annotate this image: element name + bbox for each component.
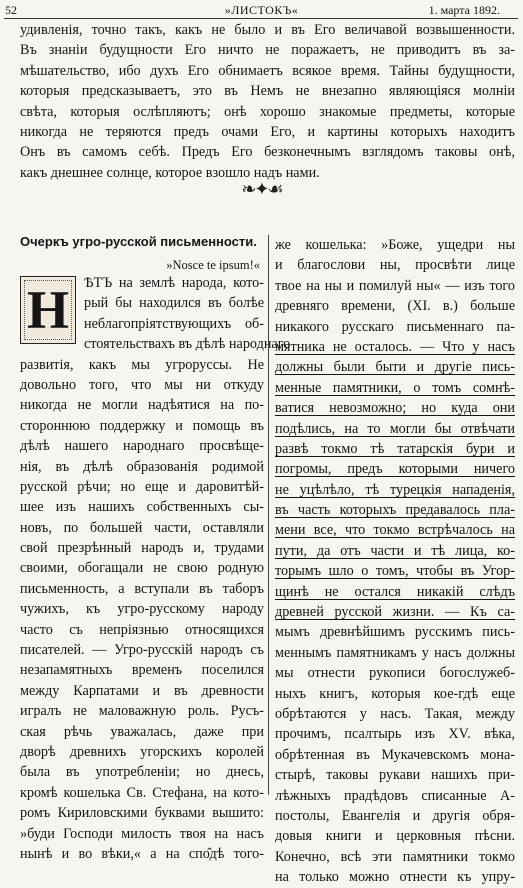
left-text-line: »буди Господи милость твоя на насъ: [20, 825, 264, 842]
right-text-line: мымъ древнѣйшимъ русскимъ пись-: [275, 624, 515, 641]
right-text-line: мени все, что токмо встрѣчалось на: [275, 522, 515, 539]
drop-cap-initial: [20, 276, 76, 344]
right-text-line: ватися невозможно; но куда они: [275, 400, 515, 417]
left-text-line: своими, обогащали не свою родную: [20, 560, 264, 577]
article-left-column: [20, 231, 291, 862]
left-text-line: дѣлѣ нашего народнаго просвѣще-: [20, 438, 264, 455]
left-text-line: игралъ не маловажную роль. Русъ-: [20, 703, 264, 720]
article-right-column: [275, 235, 515, 888]
left-text-line: писателей. — Угро-русскій народъ съ: [20, 642, 264, 659]
left-text-line: ская рѣчь уважалась, даже при: [20, 723, 264, 740]
left-text-line: ромъ Кириловскими буквами вышито:: [20, 805, 264, 822]
right-text-line: меннымъ памятникамъ у насъ должны: [275, 644, 515, 661]
left-text-line: между Карпатами и въ древности: [20, 682, 264, 699]
right-text-line: твое на ны и помилуй ны« — изъ того: [275, 277, 515, 294]
page-number: 52: [5, 3, 17, 17]
intro-line: Въ знаніи будущности Его ничто не поражаетъ, не приводитъ въ за-: [20, 42, 515, 59]
left-text-line: чужихъ, къ угро-русскому народу: [20, 601, 264, 618]
right-text-line: лѣжныхъ прадѣдовъ списанные А-: [275, 787, 515, 804]
left-text-line: стоятельствахъ въ дѣлѣ народнаго: [84, 336, 291, 353]
intro-line: никогда не теряются предъ очами Его, и картины которыхъ находитъ: [20, 123, 515, 140]
left-text-line: ѢТЪ на землѣ народа, кото-: [84, 275, 264, 291]
right-text-line: торымъ шло о томъ, чтобы въ Угор-: [275, 563, 515, 580]
left-text-line: нынѣ и во вѣки,« а на спо̂дѣ того-: [20, 845, 264, 862]
left-text-line: развитія, какъ мы угроруссы. Не: [20, 356, 264, 373]
left-text-line: дворѣ древнихъ угорскихъ королей: [20, 743, 264, 760]
left-text-line: часто съ непріязнью относящихся: [20, 621, 264, 638]
left-text-line: рый бы находился въ болѣе: [84, 295, 264, 312]
right-text-line: и благослови ны, просвѣти лице: [275, 257, 515, 274]
right-text-line: въ часть которыхъ предавалось пла-: [275, 502, 515, 519]
header-rule: [4, 18, 518, 19]
intro-paragraph: [20, 20, 515, 183]
right-text-line: древняго времени, (XI. в.) больше: [275, 298, 515, 315]
left-text-line: кромѣ кошелька Св. Стефана, на кото-: [20, 784, 264, 801]
left-text-line: русской рѣчи; но еще и даровитѣй-: [20, 478, 264, 495]
left-text-line: неблагопріятствующихъ об-: [84, 315, 264, 332]
left-text-line: свой презрѣнный народъ и, трудами: [20, 540, 264, 557]
intro-line: удивленія, точно такъ, какъ не было и въ Его величавой возвышенности.: [20, 22, 515, 38]
right-text-line: пути, да отъ части и тѣ лица, ко-: [275, 542, 515, 559]
page-header: [0, 3, 523, 17]
right-text-line: ныхъ книгъ, которыя кое-гдѣ еще: [275, 685, 515, 702]
intro-line: Онъ въ самомъ себѣ. Предъ Его безконечнымъ взглядомъ таковы онѣ,: [20, 144, 515, 161]
left-text-line: незапамятныхъ временъ поселился: [20, 662, 264, 679]
left-column-text: [20, 273, 291, 864]
left-text-line: была въ употребленіи; но днесь,: [20, 764, 264, 781]
left-text-line: довольно того, что мы ни откуду: [20, 376, 264, 393]
right-text-line: обрѣтаются у насъ. Такая, между: [275, 705, 515, 722]
right-text-line: довыя книги и церковныя пѣсни.: [275, 828, 515, 845]
issue-date: 1. марта 1892.: [428, 3, 500, 17]
right-text-line: стырѣ, таковы рукави нашихъ при-: [275, 767, 515, 784]
right-text-line: подѣлись, на то могли бы отвѣчати: [275, 420, 515, 437]
intro-line: свѣта, которыя ослѣпляютъ; онѣ хорошо знакомые предметы, которые: [20, 103, 515, 120]
right-text-line: прочимъ, псалтырь изъ XV. вѣка,: [275, 726, 515, 743]
column-divider: [268, 235, 269, 795]
right-text-line: на только можно отнести къ упру-: [275, 869, 515, 886]
intro-line: какъ днешнее солнце, которое взошло надъ нами.: [20, 164, 320, 181]
left-text-line: никогда не могли надѣятися на по-: [20, 397, 264, 414]
right-text-line: погромы, предъ которыми ничего: [275, 461, 515, 478]
right-text-line: должны были быти и другіе пись-: [275, 359, 515, 376]
drop-cap-letter: Н: [26, 280, 69, 340]
right-text-line: никакого русскаго письменнаго па-: [275, 318, 515, 335]
right-text-line: мятника не осталось. — Что у насъ: [275, 338, 515, 355]
left-text-line: шее изъ нашихъ собственныхъ сы-: [20, 499, 264, 516]
right-text-line: мы отнести рукописи богослужеб-: [275, 665, 515, 682]
right-text-line: развѣ токмо тѣ татарскія бури и: [275, 440, 515, 457]
ornament-divider: ❧✦☙: [241, 179, 282, 199]
intro-line: мѣшательство, ибо духъ Его обнимаетъ всякое время. Тайны будущности,: [20, 62, 515, 79]
intro-line: которыя предсказываетъ, это въ Немъ не внезапно являющіяся молніи: [20, 83, 515, 100]
left-text-line: стороннюю поддержку и помощь въ: [20, 417, 264, 434]
left-text-line: нія, въ дѣлѣ образованія родимой: [20, 458, 264, 475]
left-text-line: письменность, а вступали въ таборъ: [20, 580, 264, 597]
article-motto: »Nosce te ipsum!«: [166, 258, 260, 272]
right-text-line: Конечно, всѣ эти памятники токмо: [275, 848, 515, 865]
right-text-line: же кошелька: »Боже, ущедри ны: [275, 237, 515, 253]
right-text-line: древней русской жизни. — Къ са-: [275, 604, 515, 621]
left-text-line: новъ, по большей части, оставляли: [20, 519, 264, 536]
right-text-line: щинѣ не остался никакій слѣдъ: [275, 583, 515, 600]
right-text-line: менные памятники, о томъ сомнѣ-: [275, 379, 515, 396]
right-text-line: постолы, Евангелія и другія обря-: [275, 807, 515, 824]
right-text-line: не уцѣлѣло, тѣ турецкія нападенія,: [275, 481, 515, 498]
journal-title: »ЛИСТОКЪ«: [224, 3, 299, 17]
article-title: Очеркъ угро-русской письменности.: [20, 234, 257, 249]
right-text-line: обрѣтенная въ Мукачевскомъ мона-: [275, 746, 515, 763]
